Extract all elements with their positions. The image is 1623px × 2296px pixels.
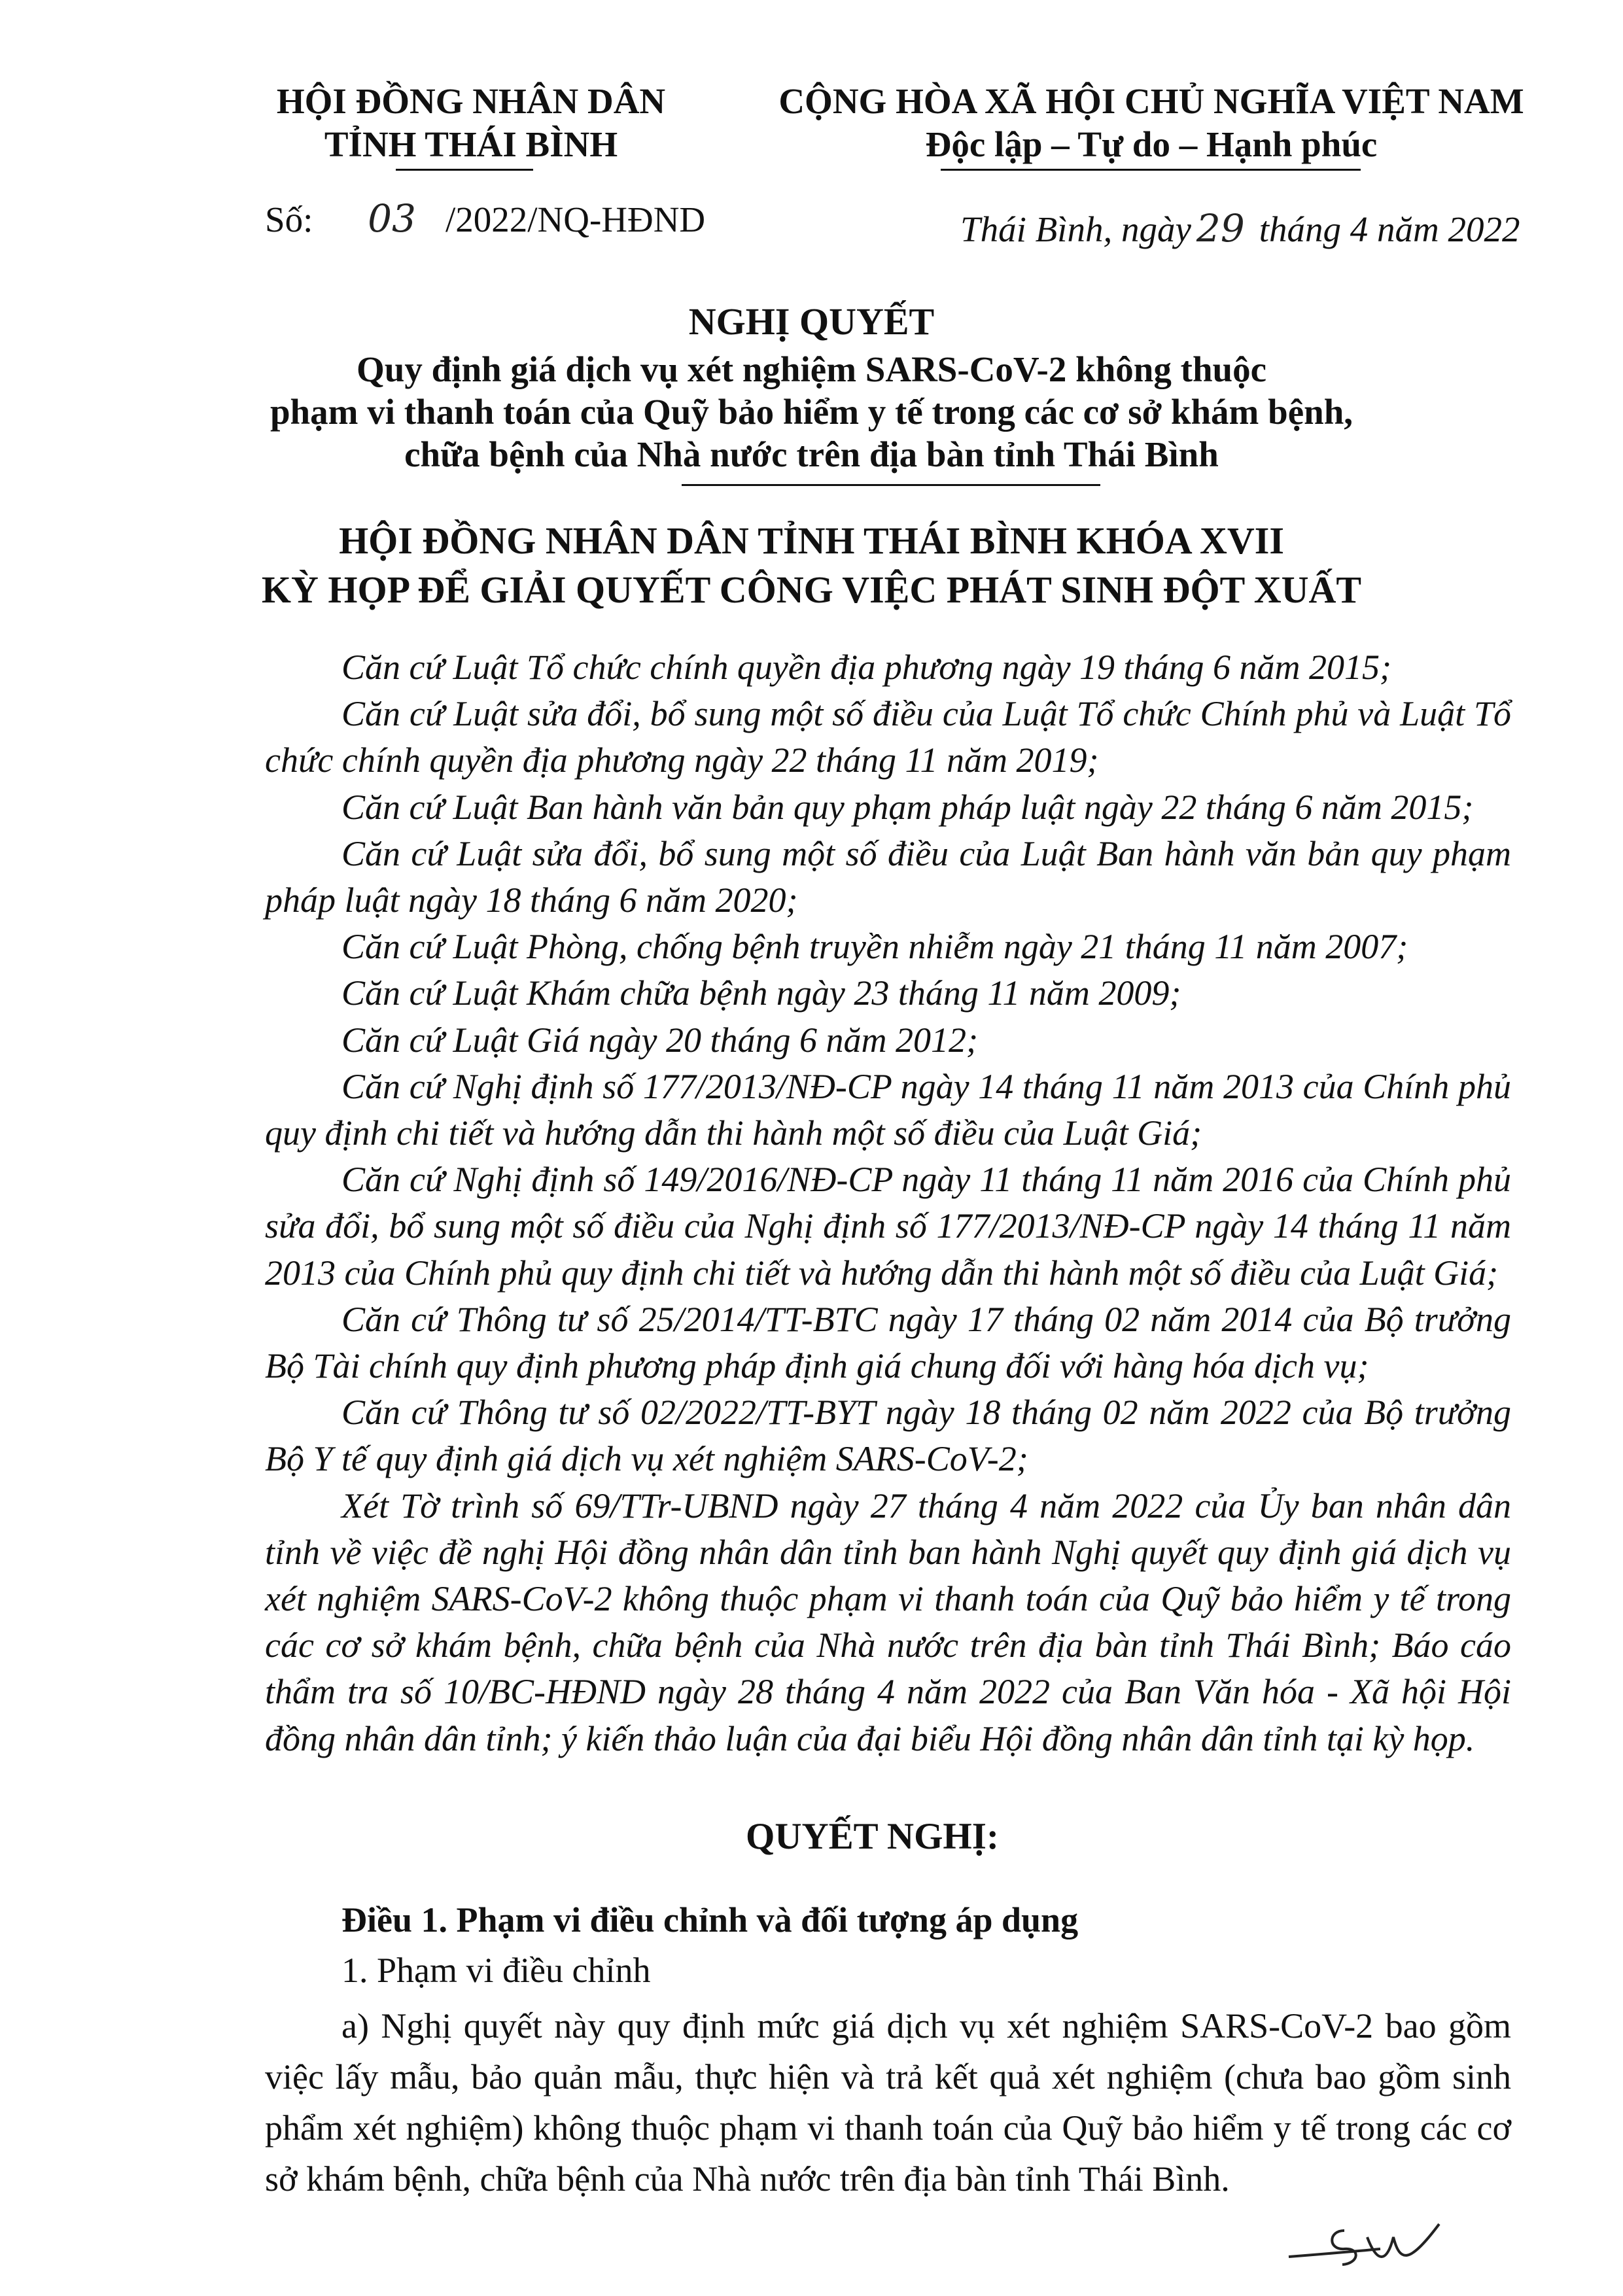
date-place: Thái Bình, ngày [960, 209, 1191, 249]
preamble-item: Căn cứ Nghị định số 149/2016/NĐ-CP ngày 11 tháng 11 năm 2016 của Chính phủ sửa đổi, bổ sung một số điều của Nghị định số 177/2013/NĐ-CP ngày 14 tháng 11 năm 2013 của Chính phủ quy định chi tiết và hướng dẫn thi hành một số điều của Luật Giá; [265, 1160, 1511, 1293]
page-initials-signature [1282, 2211, 1452, 2286]
council-name: HỘI ĐỒNG NHÂN DÂN TỈNH THÁI BÌNH KHÓA XVII [339, 519, 1284, 562]
national-motto: Độc lập – Tự do – Hạnh phúc [925, 124, 1378, 164]
title-line-1: Quy định giá dịch vụ xét nghiệm SARS-CoV-2 không thuộc [356, 349, 1267, 389]
preamble-item: Căn cứ Luật Giá ngày 20 tháng 6 năm 2012; [341, 1020, 978, 1060]
number-suffix: /2022/NQ-HĐND [445, 200, 706, 239]
issuer-province: TỈNH THÁI BÌNH [324, 124, 618, 164]
issue-date [960, 206, 1520, 251]
session-name: KỲ HỌP ĐỂ GIẢI QUYẾT CÔNG VIỆC PHÁT SINH ĐỘT XUẤT [261, 568, 1362, 611]
number-handwritten: 03 [368, 196, 416, 241]
date-rest: tháng 4 năm 2022 [1259, 209, 1520, 249]
document-type: NGHỊ QUYẾT [688, 300, 935, 343]
preamble-item: Căn cứ Nghị định số 177/2013/NĐ-CP ngày 14 tháng 11 năm 2013 của Chính phủ quy định chi tiết và hướng dẫn thi hành một số điều của Luật Giá; [265, 1066, 1511, 1153]
article-1 [265, 1897, 1511, 2204]
issuer-org-name: HỘI ĐỒNG NHÂN DÂN [276, 81, 666, 121]
number-prefix: Số: [265, 200, 313, 239]
title-line-3: chữa bệnh của Nhà nước trên địa bàn tỉnh Thái Bình [404, 434, 1219, 474]
article-1-point-a: a) Nghị quyết này quy định mức giá dịch vụ xét nghiệm SARS-CoV-2 bao gồm việc lấy mẫu, bảo quản mẫu, thực hiện và trả kết quả xét nghiệm (chưa bao gồm sinh phẩm xét nghiệm) không thuộc phạm vi thanh toán của Quỹ bảo hiểm y tế trong các cơ sở khám bệnh, chữa bệnh của Nhà nước trên địa bàn tỉnh Thái Bình. [265, 2006, 1511, 2199]
preamble-item: Căn cứ Thông tư số 25/2014/TT-BTC ngày 17 tháng 02 năm 2014 của Bộ trưởng Bộ Tài chính quy định phương pháp định giá chung đối với hàng hóa dịch vụ; [265, 1299, 1511, 1386]
preamble [265, 644, 1511, 1762]
article-1-clause-1: 1. Phạm vi điều chỉnh [341, 1951, 651, 1991]
national-title: CỘNG HÒA XÃ HỘI CHỦ NGHĨA VIỆT NAM [778, 81, 1524, 121]
title-underline [682, 484, 1100, 486]
preamble-item: Căn cứ Luật Ban hành văn bản quy phạm pháp luật ngày 22 tháng 6 năm 2015; [341, 787, 1474, 827]
title-line-2: phạm vi thanh toán của Quỹ bảo hiểm y tế trong các cơ sở khám bệnh, [270, 392, 1353, 432]
preamble-item: Căn cứ Thông tư số 02/2022/TT-BYT ngày 18 tháng 02 năm 2022 của Bộ trưởng Bộ Y tế quy định giá dịch vụ xét nghiệm SARS-CoV-2; [265, 1393, 1511, 1479]
preamble-item: Căn cứ Luật sửa đổi, bổ sung một số điều của Luật Ban hành văn bản quy phạm pháp luật ngày 18 tháng 6 năm 2020; [265, 833, 1511, 920]
preamble-item: Căn cứ Luật Tổ chức chính quyền địa phương ngày 19 tháng 6 năm 2015; [341, 648, 1392, 687]
date-day-handwritten: 29 [1196, 206, 1245, 251]
article-1-heading: Điều 1. Phạm vi điều chỉnh và đối tượng áp dụng [341, 1900, 1079, 1939]
preamble-item: Căn cứ Luật Khám chữa bệnh ngày 23 tháng 11 năm 2009; [341, 973, 1181, 1013]
preamble-item: Căn cứ Luật sửa đổi, bổ sung một số điều của Luật Tổ chức Chính phủ và Luật Tổ chức chính quyền địa phương ngày 22 tháng 11 năm 2019; [265, 694, 1511, 780]
preamble-item: Xét Tờ trình số 69/TTr-UBND ngày 27 tháng 4 năm 2022 của Ủy ban nhân dân tỉnh về việc đề nghị Hội đồng nhân dân tỉnh ban hành Nghị quyết quy định giá dịch vụ xét nghiệm SARS-CoV-2 không thuộc phạm vi thanh toán của Quỹ bảo hiểm y tế trong các cơ sở khám bệnh, chữa bệnh của Nhà nước trên địa bàn tỉnh Thái Bình; Báo cáo thẩm tra số 10/BC-HĐND ngày 28 tháng 4 năm 2022 của Ban Văn hóa - Xã hội Hội đồng nhân dân tỉnh; ý kiến thảo luận của đại biểu Hội đồng nhân dân tỉnh tại kỳ họp. [265, 1486, 1511, 1758]
motto-underline [941, 169, 1361, 171]
document-number [265, 196, 705, 241]
preamble-item: Căn cứ Luật Phòng, chống bệnh truyền nhiễm ngày 21 tháng 11 năm 2007; [341, 927, 1408, 967]
left-header-underline [396, 169, 533, 171]
decision-heading: QUYẾT NGHỊ: [746, 1816, 999, 1857]
